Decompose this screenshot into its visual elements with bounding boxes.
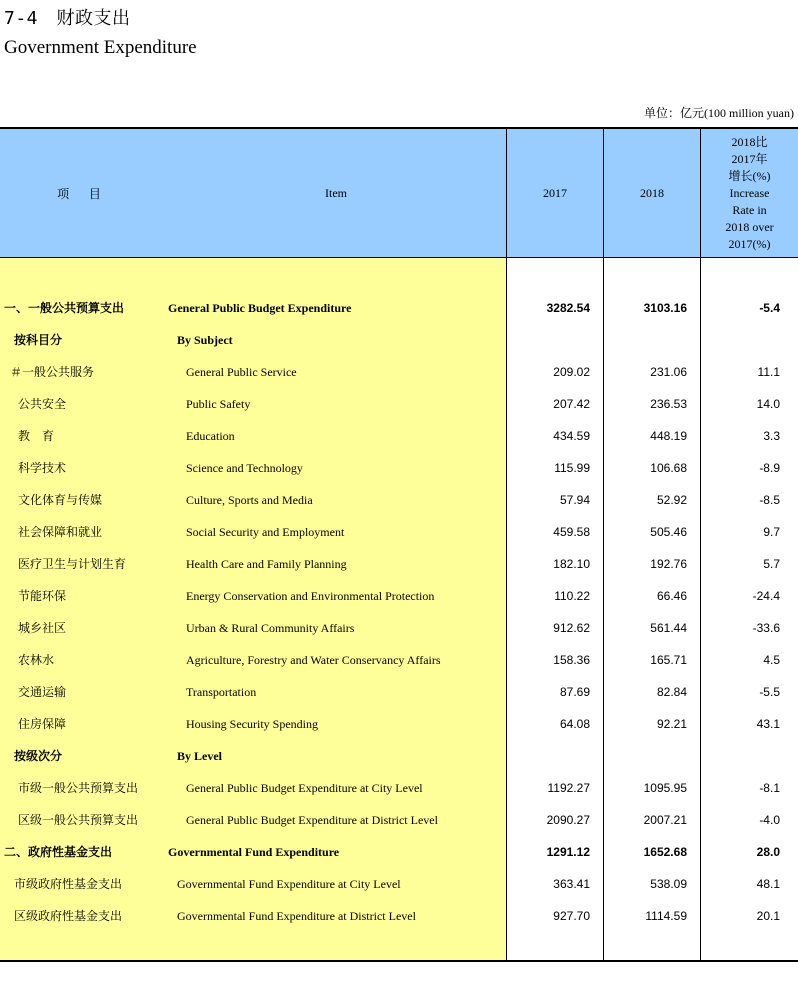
table-row xyxy=(0,580,798,612)
value-2018 xyxy=(603,740,687,772)
header-growth-rate-line: Increase xyxy=(729,185,770,200)
header-growth-rate-line: 2018比 xyxy=(731,134,768,149)
value-2018: 236.53 xyxy=(650,397,687,411)
value-growth-rate: 9.7 xyxy=(763,525,780,539)
value-2018: 92.21 xyxy=(656,717,687,731)
row-label-cn: 区级一般公共预算支出 xyxy=(18,813,139,827)
table-row xyxy=(0,452,798,484)
unit-label: 单位：亿元(100 million yuan) xyxy=(644,106,794,120)
header-year-2017 xyxy=(506,129,603,257)
table-row xyxy=(0,836,798,868)
header-growth-rate-line: 增长(%) xyxy=(728,168,771,183)
row-label-en: Health Care and Family Planning xyxy=(186,557,347,571)
value-2018: 1114.59 xyxy=(645,909,687,923)
table-row xyxy=(0,324,798,356)
value-2017: 158.36 xyxy=(553,653,590,667)
row-label-cn: 公共安全 xyxy=(18,397,67,411)
row-label-en: Culture, Sports and Media xyxy=(186,493,313,507)
row-label-en: Energy Conservation and Environmental Protection xyxy=(186,589,435,603)
table-row xyxy=(0,356,798,388)
value-2018: 1095.95 xyxy=(643,781,687,795)
value-2017: 115.99 xyxy=(554,461,590,475)
value-growth-rate: -4.0 xyxy=(759,813,780,827)
value-2018: 106.68 xyxy=(650,461,687,475)
value-growth-rate xyxy=(700,740,780,772)
row-label-cn: 社会保障和就业 xyxy=(18,525,103,539)
value-2018: 2007.21 xyxy=(643,813,687,827)
row-label-en: Science and Technology xyxy=(186,461,303,475)
value-2018: 52.92 xyxy=(656,493,687,507)
table-row xyxy=(0,644,798,676)
row-label-cn: 住房保障 xyxy=(18,717,67,731)
header-growth-rate-line: 2017年 xyxy=(731,151,768,166)
row-label-en: Transportation xyxy=(186,685,257,699)
value-growth-rate: -5.5 xyxy=(759,685,780,699)
value-2018: 3103.16 xyxy=(643,301,687,315)
table-row xyxy=(0,612,798,644)
value-growth-rate: -8.5 xyxy=(759,493,780,507)
table-header xyxy=(0,129,798,258)
value-2017: 927.70 xyxy=(553,909,590,923)
row-label-cn: 市级政府性基金支出 xyxy=(14,877,123,891)
header-year-2018-label: 2018 xyxy=(640,185,664,200)
value-2018: 165.71 xyxy=(650,653,687,667)
row-label-en: General Public Budget Expenditure xyxy=(168,301,352,315)
table-row xyxy=(0,292,798,324)
row-label-en: Agriculture, Forestry and Water Conservancy Affairs xyxy=(186,653,441,667)
row-label-en: General Public Service xyxy=(186,365,297,379)
value-growth-rate: 28.0 xyxy=(756,845,780,859)
row-label-en: Education xyxy=(186,429,235,443)
value-2018: 231.06 xyxy=(650,365,687,379)
value-2017: 912.62 xyxy=(553,621,590,635)
value-2017: 57.94 xyxy=(559,493,590,507)
value-2017 xyxy=(506,740,590,772)
table-row xyxy=(0,708,798,740)
row-label-en: Housing Security Spending xyxy=(186,717,318,731)
value-growth-rate: 20.1 xyxy=(756,909,780,923)
header-growth-rate-label xyxy=(723,134,775,253)
row-label-cn: 一、一般公共预算支出 xyxy=(4,301,125,315)
row-label-en: Governmental Fund Expenditure at District Level xyxy=(177,909,416,923)
value-2017: 207.42 xyxy=(553,397,590,411)
value-2017: 2090.27 xyxy=(546,813,590,827)
header-item-en xyxy=(166,129,506,257)
value-growth-rate: -8.1 xyxy=(759,781,780,795)
table-row xyxy=(0,388,798,420)
row-label-cn: ＃一般公共服务 xyxy=(10,365,95,379)
header-item-cn-label: 项 目 xyxy=(57,186,109,201)
value-2017: 3282.54 xyxy=(546,301,590,315)
row-label-cn: 区级政府性基金支出 xyxy=(14,909,123,923)
value-growth-rate: 5.7 xyxy=(763,557,780,571)
row-label-cn: 科学技术 xyxy=(18,461,67,475)
value-2017: 209.02 xyxy=(553,365,590,379)
row-label-en: General Public Budget Expenditure at City Level xyxy=(186,781,423,795)
row-label-cn: 教 育 xyxy=(18,429,55,443)
value-growth-rate: 48.1 xyxy=(756,877,780,891)
value-2017 xyxy=(506,324,590,356)
table-row xyxy=(0,804,798,836)
value-2018 xyxy=(603,324,687,356)
row-label-cn: 二、政府性基金支出 xyxy=(4,845,113,859)
value-2018: 448.19 xyxy=(650,429,687,443)
row-label-cn: 交通运输 xyxy=(18,685,67,699)
value-growth-rate: -5.4 xyxy=(759,301,780,315)
value-2017: 363.41 xyxy=(553,877,590,891)
value-growth-rate: -24.4 xyxy=(752,589,780,603)
value-growth-rate: 3.3 xyxy=(763,429,780,443)
row-label-en: Governmental Fund Expenditure xyxy=(168,845,340,859)
value-2018: 66.46 xyxy=(656,589,687,603)
expenditure-table xyxy=(0,127,798,962)
row-label-en: By Level xyxy=(177,749,222,763)
row-label-cn: 节能环保 xyxy=(18,589,67,603)
row-label-cn: 市级一般公共预算支出 xyxy=(18,781,139,795)
table-row xyxy=(0,740,798,772)
value-2017: 459.58 xyxy=(553,525,590,539)
row-label-en: Governmental Fund Expenditure at City Level xyxy=(177,877,401,891)
table-row xyxy=(0,900,798,932)
value-2017: 87.69 xyxy=(559,685,590,699)
bottom-rule xyxy=(0,960,798,962)
header-item-en-label: Item xyxy=(325,185,347,200)
value-2017: 182.10 xyxy=(553,557,590,571)
value-growth-rate: 43.1 xyxy=(756,717,780,731)
table-number-title-cn: 7-4 财政支出 xyxy=(4,8,131,29)
table-row xyxy=(0,484,798,516)
value-2017: 110.22 xyxy=(554,589,590,603)
value-2018: 82.84 xyxy=(656,685,687,699)
value-growth-rate: 11.1 xyxy=(757,365,780,379)
row-label-en: Public Safety xyxy=(186,397,251,411)
header-year-2018 xyxy=(603,129,700,257)
row-label-cn: 按科目分 xyxy=(14,333,63,347)
row-label-cn: 按级次分 xyxy=(14,749,63,763)
row-label-cn: 城乡社区 xyxy=(18,621,67,635)
value-2018: 505.46 xyxy=(650,525,687,539)
value-growth-rate xyxy=(700,324,780,356)
header-growth-rate-line: Rate in xyxy=(732,202,767,217)
table-title-en: Government Expenditure xyxy=(4,37,197,58)
row-label-cn: 文化体育与传媒 xyxy=(18,493,103,507)
table-row xyxy=(0,868,798,900)
table-row xyxy=(0,676,798,708)
header-year-2017-label: 2017 xyxy=(543,185,567,200)
row-label-cn: 医疗卫生与计划生育 xyxy=(18,557,127,571)
table-row xyxy=(0,772,798,804)
value-2018: 538.09 xyxy=(650,877,687,891)
row-label-en: Social Security and Employment xyxy=(186,525,345,539)
table-row xyxy=(0,548,798,580)
value-2017: 1192.27 xyxy=(547,781,590,795)
value-growth-rate: -33.6 xyxy=(752,621,780,635)
row-label-en: Urban & Rural Community Affairs xyxy=(186,621,355,635)
value-growth-rate: -8.9 xyxy=(759,461,780,475)
value-growth-rate: 14.0 xyxy=(756,397,780,411)
header-growth-rate-line: 2017(%) xyxy=(728,236,771,251)
row-label-en: General Public Budget Expenditure at District Level xyxy=(186,813,438,827)
header-growth-rate-line: 2018 over xyxy=(725,219,774,234)
value-growth-rate: 4.5 xyxy=(763,653,780,667)
value-2018: 1652.68 xyxy=(643,845,687,859)
value-2017: 64.08 xyxy=(559,717,590,731)
value-2017: 434.59 xyxy=(553,429,590,443)
table-row xyxy=(0,516,798,548)
header-item-cn xyxy=(0,129,166,257)
value-2018: 192.76 xyxy=(650,557,687,571)
value-2017: 1291.12 xyxy=(546,845,590,859)
header-growth-rate xyxy=(700,129,798,257)
table-row xyxy=(0,420,798,452)
value-2018: 561.44 xyxy=(650,621,687,635)
row-label-cn: 农林水 xyxy=(18,653,55,667)
row-label-en: By Subject xyxy=(177,333,233,347)
